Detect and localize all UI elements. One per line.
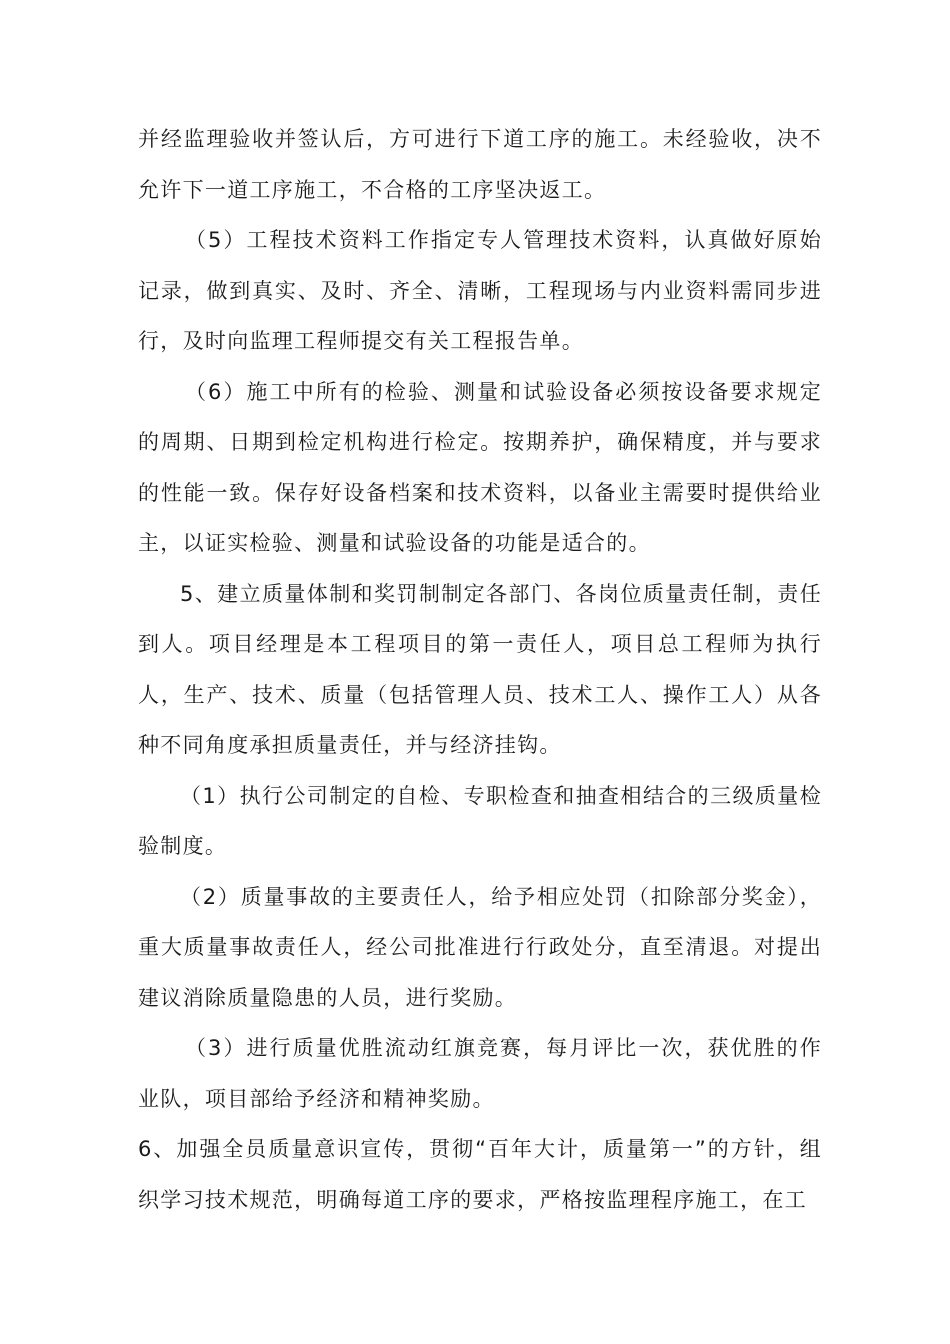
paragraph-item-5-technical-records: （5）工程技术资料工作指定专人管理技术资料，认真做好原始记录，做到真实、及时、齐全、清晰，工程现场与内业资料需同步进行，及时向监理工程师提交有关工程报告单。	[138, 228, 822, 353]
paragraph-section-6-awareness: 6、加强全员质量意识宣传，贯彻“百年大计，质量第一”的方针，组织学习技术规范，明确每道工序的要求，严格按监理程序施工，在工	[138, 1137, 822, 1212]
paragraph-item-2-accountability: （2）质量事故的主要责任人，给予相应处罚（扣除部分奖金），重大质量事故责任人，经公司批准进行行政处分，直至清退。对提出建议消除质量隐患的人员，进行奖励。	[138, 884, 822, 1010]
paragraph-item-1-inspection: （1）执行公司制定的自检、专职检查和抽查相结合的三级质量检验制度。	[138, 783, 822, 858]
paragraph-section-5-quality-system: 5、建立质量体制和奖罚制制定各部门、各岗位质量责任制，责任到人。项目经理是本工程项目的第一责任人，项目总工程师为执行人，生产、技术、质量（包括管理人员、技术工人、操作工人）从各种不同角度承担质量责任，并与经济挂钩。	[138, 581, 822, 757]
document-body	[138, 114, 822, 1225]
paragraph-item-3-competition: （3）进行质量优胜流动红旗竞赛，每月评比一次，获优胜的作业队，项目部给予经济和精神奖励。	[138, 1036, 822, 1111]
paragraph-continuation: 并经监理验收并签认后，方可进行下道工序的施工。未经验收，决不允许下一道工序施工，不合格的工序坚决返工。	[138, 127, 822, 202]
paragraph-item-6-equipment-calibration: （6）施工中所有的检验、测量和试验设备必须按设备要求规定的周期、日期到检定机构进行检定。按期养护，确保精度，并与要求的性能一致。保存好设备档案和技术资料，以备业主需要时提供给业主，以证实检验、测量和试验设备的功能是适合的。	[138, 379, 822, 555]
